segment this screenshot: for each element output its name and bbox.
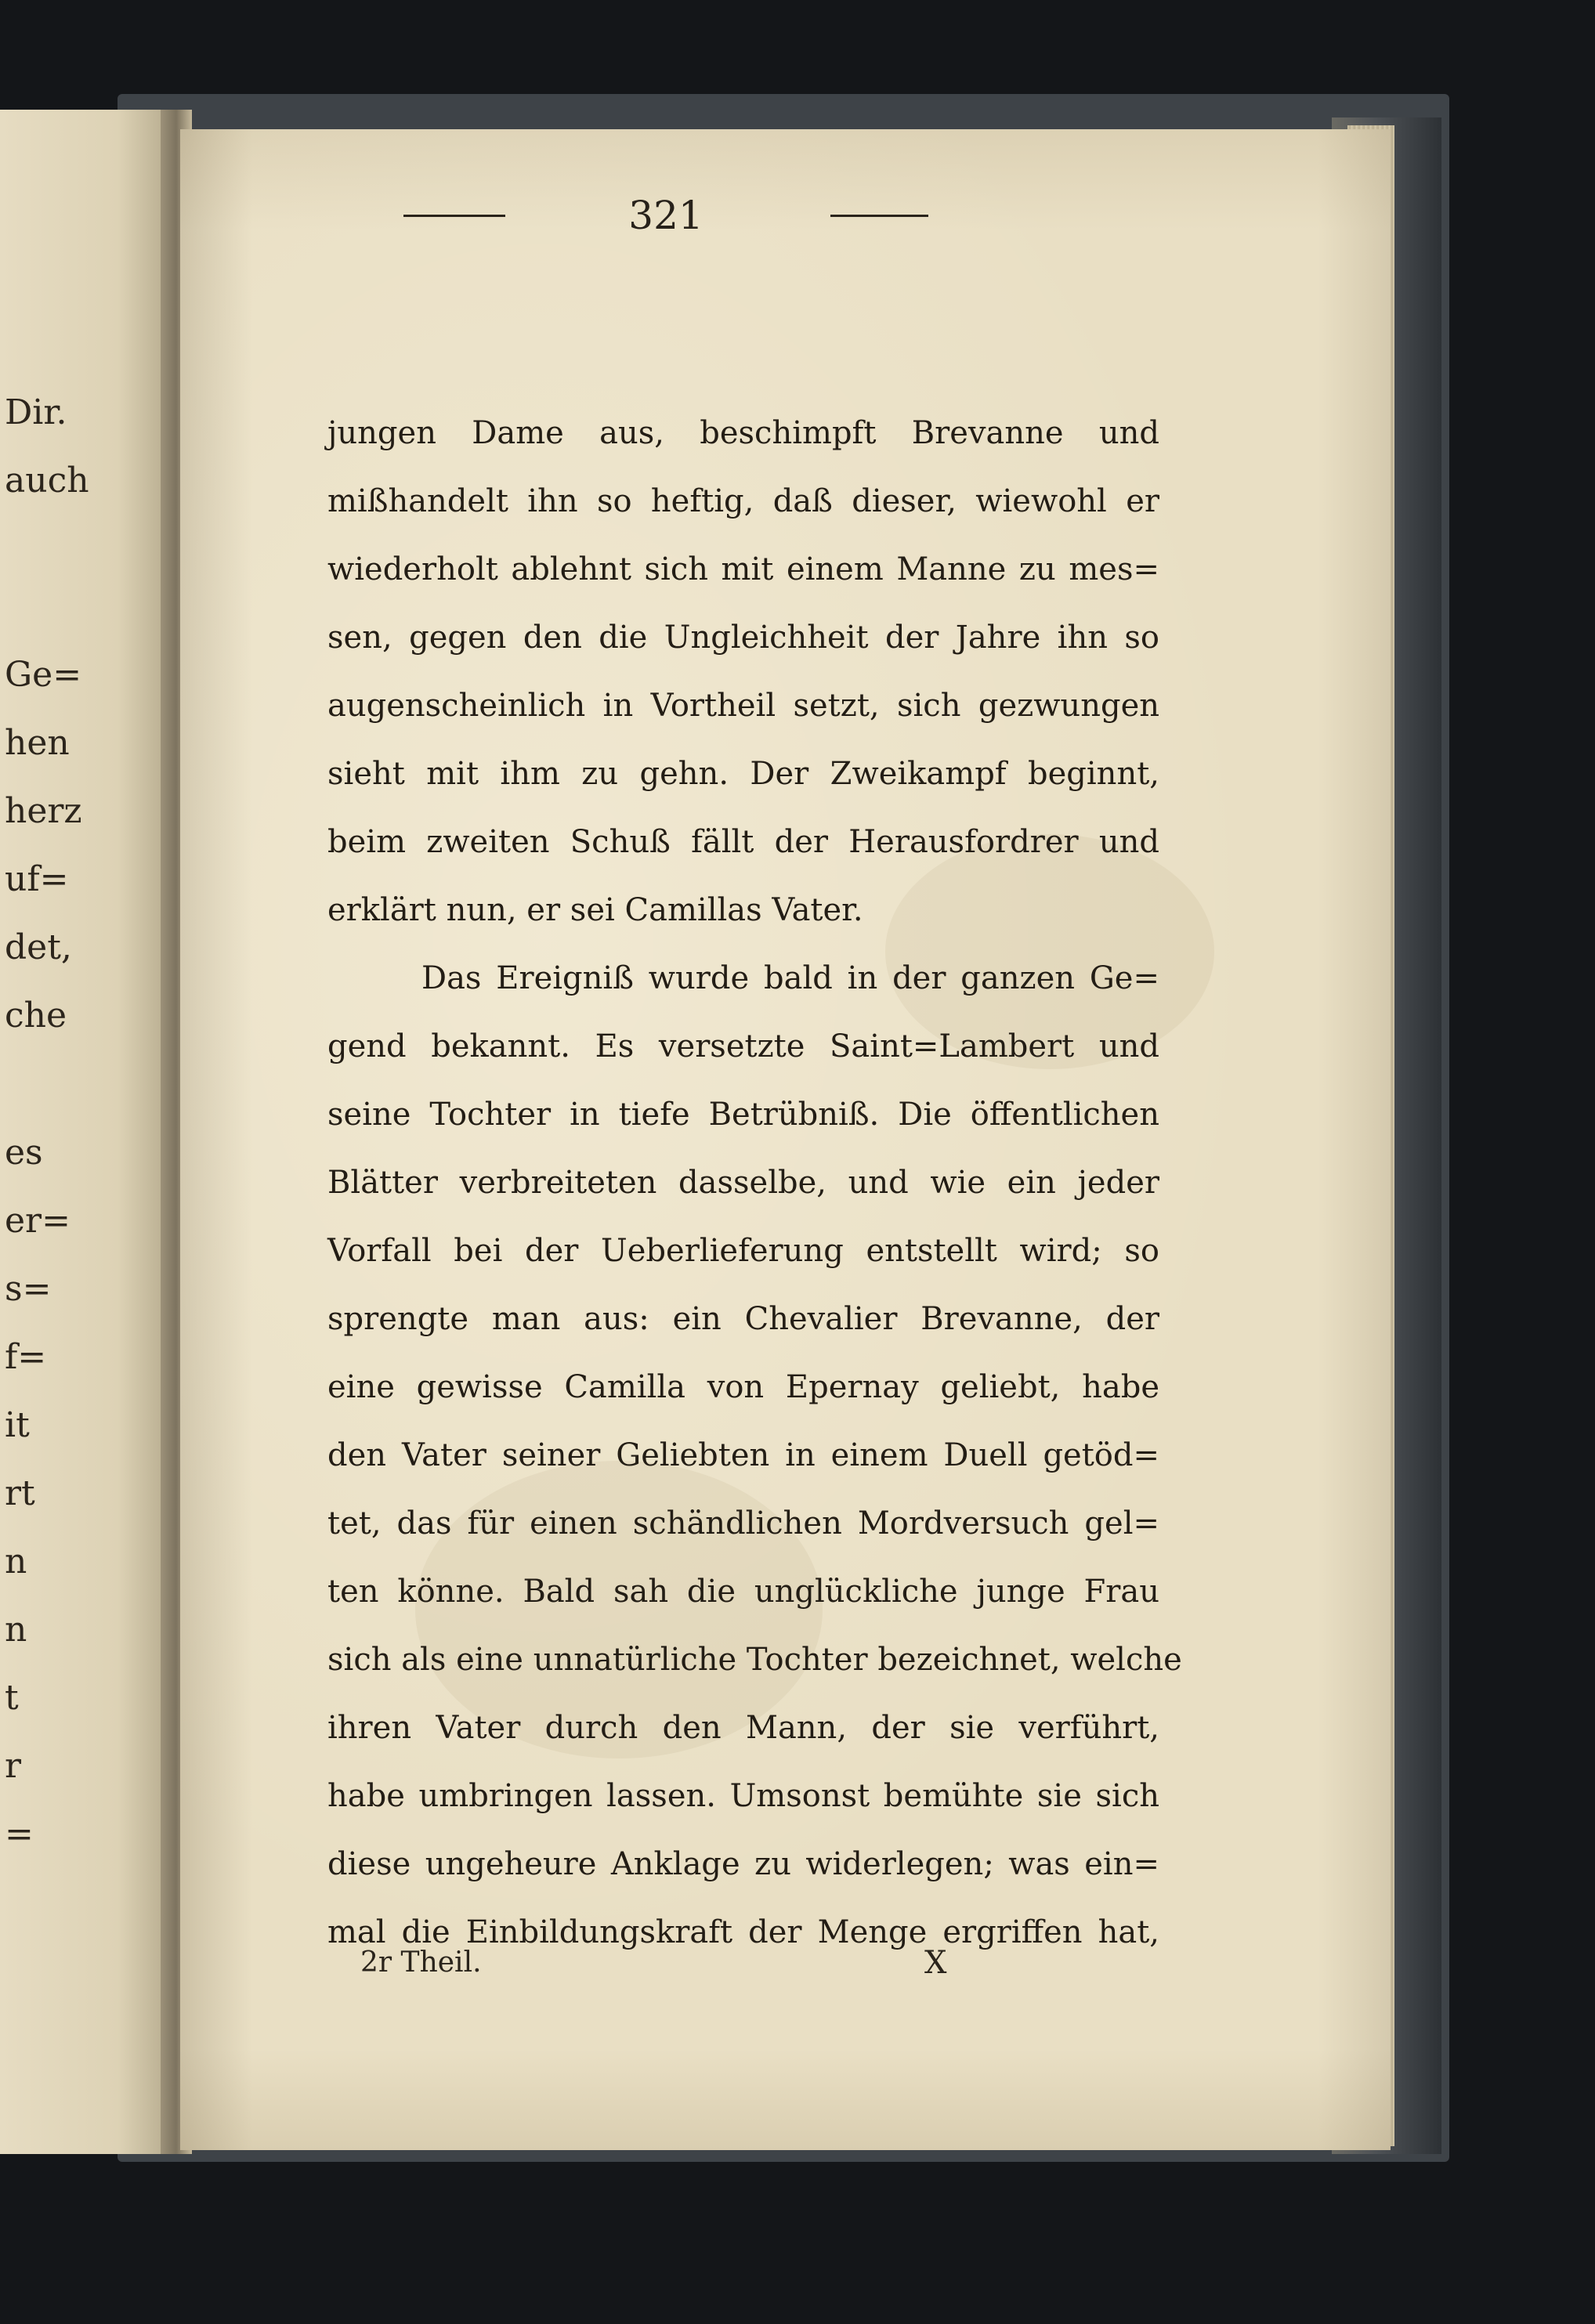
left-page-fragment: t xyxy=(5,1678,19,1718)
left-page-fragment: it xyxy=(5,1405,30,1445)
left-page-fragment: er= xyxy=(5,1201,71,1241)
text-line: tet, das für einen schändlichen Mordversuch gel= xyxy=(327,1505,1159,1542)
text-line: habe umbringen lassen. Umsonst bemühte sie sich xyxy=(327,1778,1159,1814)
text-line: sich als eine unnatürliche Tochter bezeichnet, welche xyxy=(327,1642,1182,1678)
left-page-fragment: n xyxy=(5,1542,27,1581)
left-page-fragment: herz xyxy=(5,791,82,831)
left-page-fragment: uf= xyxy=(5,859,69,899)
page-number: 321 xyxy=(628,193,703,238)
text-line: Vorfall bei der Ueberlieferung entstellt wird; so xyxy=(327,1233,1159,1269)
left-page xyxy=(0,110,168,2154)
text-line: wiederholt ablehnt sich mit einem Manne zu mes= xyxy=(327,551,1159,587)
left-page-fragment: Ge= xyxy=(5,655,82,695)
text-line: sprengte man aus: ein Chevalier Brevanne, der xyxy=(327,1301,1159,1337)
text-line: diese ungeheure Anklage zu widerlegen; was ein= xyxy=(327,1846,1159,1882)
text-line: eine gewisse Camilla von Epernay geliebt, habe xyxy=(327,1369,1159,1405)
left-page-fragment: auch xyxy=(5,461,89,501)
text-line: den Vater seiner Geliebten in einem Duell getöd= xyxy=(327,1437,1159,1473)
left-page-fragment: che xyxy=(5,996,67,1035)
text-line: beim zweiten Schuß fällt der Herausfordrer und xyxy=(327,824,1159,860)
body-text xyxy=(327,399,1182,1967)
text-line: Blätter verbreiteten dasselbe, und wie ein jeder xyxy=(327,1165,1159,1201)
text-line: ten könne. Bald sah die unglückliche junge Frau xyxy=(327,1574,1159,1610)
text-line: gend bekannt. Es versetzte Saint=Lambert und xyxy=(327,1028,1159,1064)
text-line: ihren Vater durch den Mann, der sie verführt, xyxy=(327,1710,1159,1746)
text-line: jungen Dame aus, beschimpft Brevanne und xyxy=(327,415,1159,451)
left-page-fragment: det, xyxy=(5,927,72,967)
volume-signature: 2r Theil. xyxy=(360,1946,482,1979)
left-page-fragment: f= xyxy=(5,1337,47,1377)
left-page-fragment: s= xyxy=(5,1269,52,1309)
left-page-fragment: Dir. xyxy=(5,392,67,432)
text-line: Das Ereigniß wurde bald in der ganzen Ge= xyxy=(421,960,1159,996)
left-page-fragment: = xyxy=(5,1814,34,1854)
text-line: augenscheinlich in Vortheil setzt, sich gezwungen xyxy=(327,688,1159,724)
text-line: seine Tochter in tiefe Betrübniß. Die öffentlichen xyxy=(327,1097,1159,1133)
text-line: mal die Einbildungskraft der Menge ergriffen hat, xyxy=(327,1914,1159,1950)
text-line: sieht mit ihm zu gehn. Der Zweikampf beginnt, xyxy=(327,756,1159,792)
left-page-fragment: r xyxy=(5,1746,22,1786)
text-line: sen, gegen den die Ungleichheit der Jahre ihn so xyxy=(327,620,1159,656)
page-header xyxy=(392,188,940,243)
left-page-fragment: n xyxy=(5,1610,27,1650)
text-line: mißhandelt ihn so heftig, daß dieser, wiewohl er xyxy=(327,483,1159,519)
left-page-fragment: hen xyxy=(5,723,70,763)
gathering-mark: X xyxy=(924,1945,947,1981)
text-line: erklärt nun, er sei Camillas Vater. xyxy=(327,892,863,928)
header-rule-right xyxy=(830,215,928,217)
page-footer xyxy=(360,1939,1144,1986)
left-page-fragment: es xyxy=(5,1133,43,1173)
left-page-fragment: rt xyxy=(5,1473,35,1513)
